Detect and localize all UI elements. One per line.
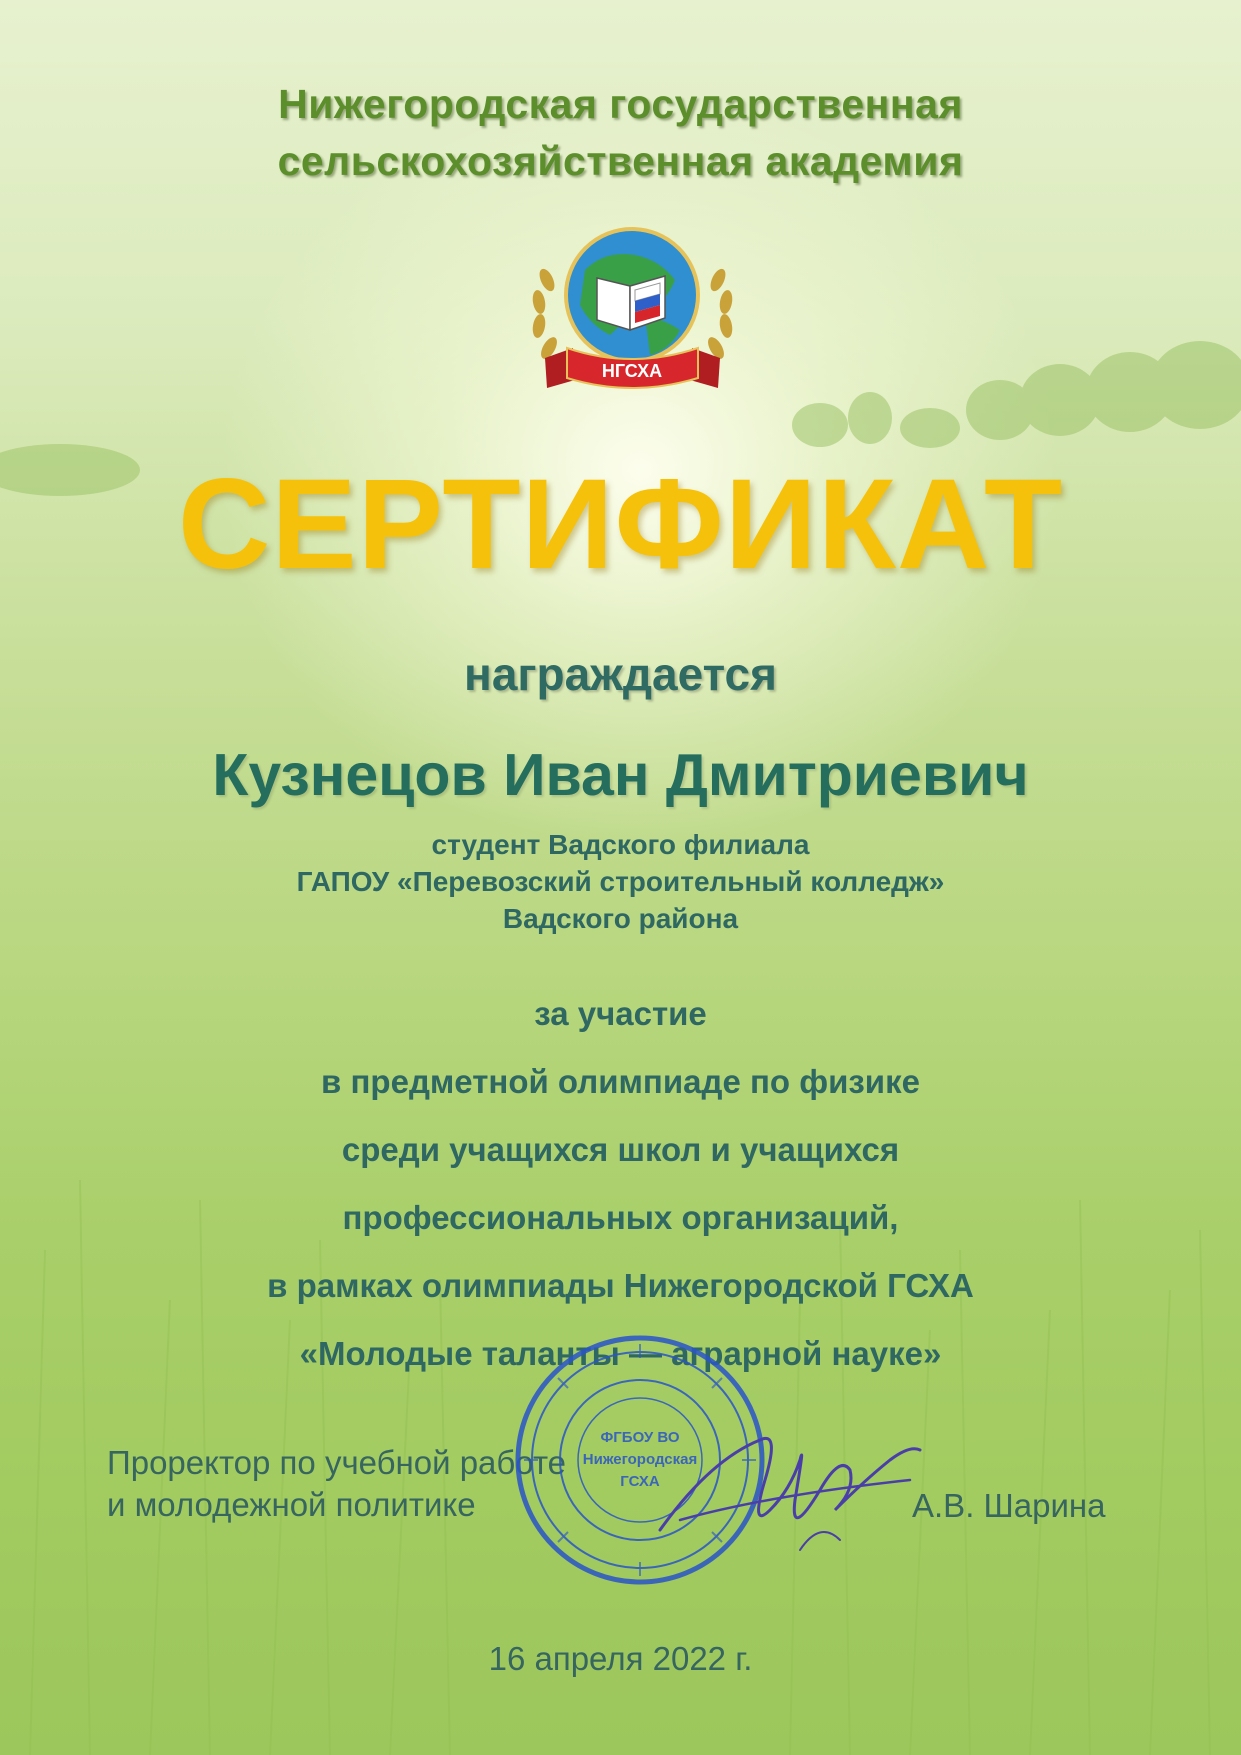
certificate-date: 16 апреля 2022 г. — [488, 1640, 753, 1677]
recipient-name: Кузнецов Иван Дмитриевич — [212, 742, 1029, 808]
signatory-position-line1: Проректор по учебной работе — [107, 1444, 567, 1481]
stamp-text-line2: Нижегородская — [582, 1451, 698, 1468]
reason-line1: за участие — [534, 995, 707, 1032]
affiliation-line1: студент Вадского филиала — [431, 829, 810, 860]
academy-name — [0, 76, 1241, 190]
signature-icon — [650, 1400, 930, 1570]
certificate-title: СЕРТИФИКАТ — [177, 453, 1064, 596]
reason-line6: «Молодые таланты — аграрной науке» — [299, 1335, 942, 1372]
award-reason — [0, 980, 1241, 1388]
reason-line2: в предметной олимпиаде по физике — [321, 1063, 920, 1100]
academy-emblem-icon — [525, 210, 740, 400]
academy-name-line1: Нижегородская государственная — [278, 81, 963, 127]
logo-ribbon-text: НГСХА — [601, 361, 663, 381]
recipient-affiliation — [0, 826, 1241, 937]
reason-line4: профессиональных организаций, — [342, 1199, 899, 1236]
signatory-position-line2: и молодежной политике — [107, 1486, 476, 1523]
awarded-label: награждается — [464, 648, 777, 700]
signatory-name: А.В. Шарина — [912, 1487, 1106, 1524]
reason-line3: среди учащихся школ и учащихся — [341, 1131, 900, 1168]
stamp-text-line3: ГСХА — [620, 1473, 660, 1490]
stamp-text-line1: ФГБОУ ВО — [600, 1429, 680, 1446]
academy-name-line2: сельскохозяйственная академия — [277, 138, 964, 184]
affiliation-line3: Вадского района — [502, 903, 739, 934]
affiliation-line2: ГАПОУ «Перевозский строительный колледж» — [296, 866, 945, 897]
reason-line5: в рамках олимпиады Нижегородской ГСХА — [267, 1267, 974, 1304]
signatory-position — [107, 1442, 566, 1526]
